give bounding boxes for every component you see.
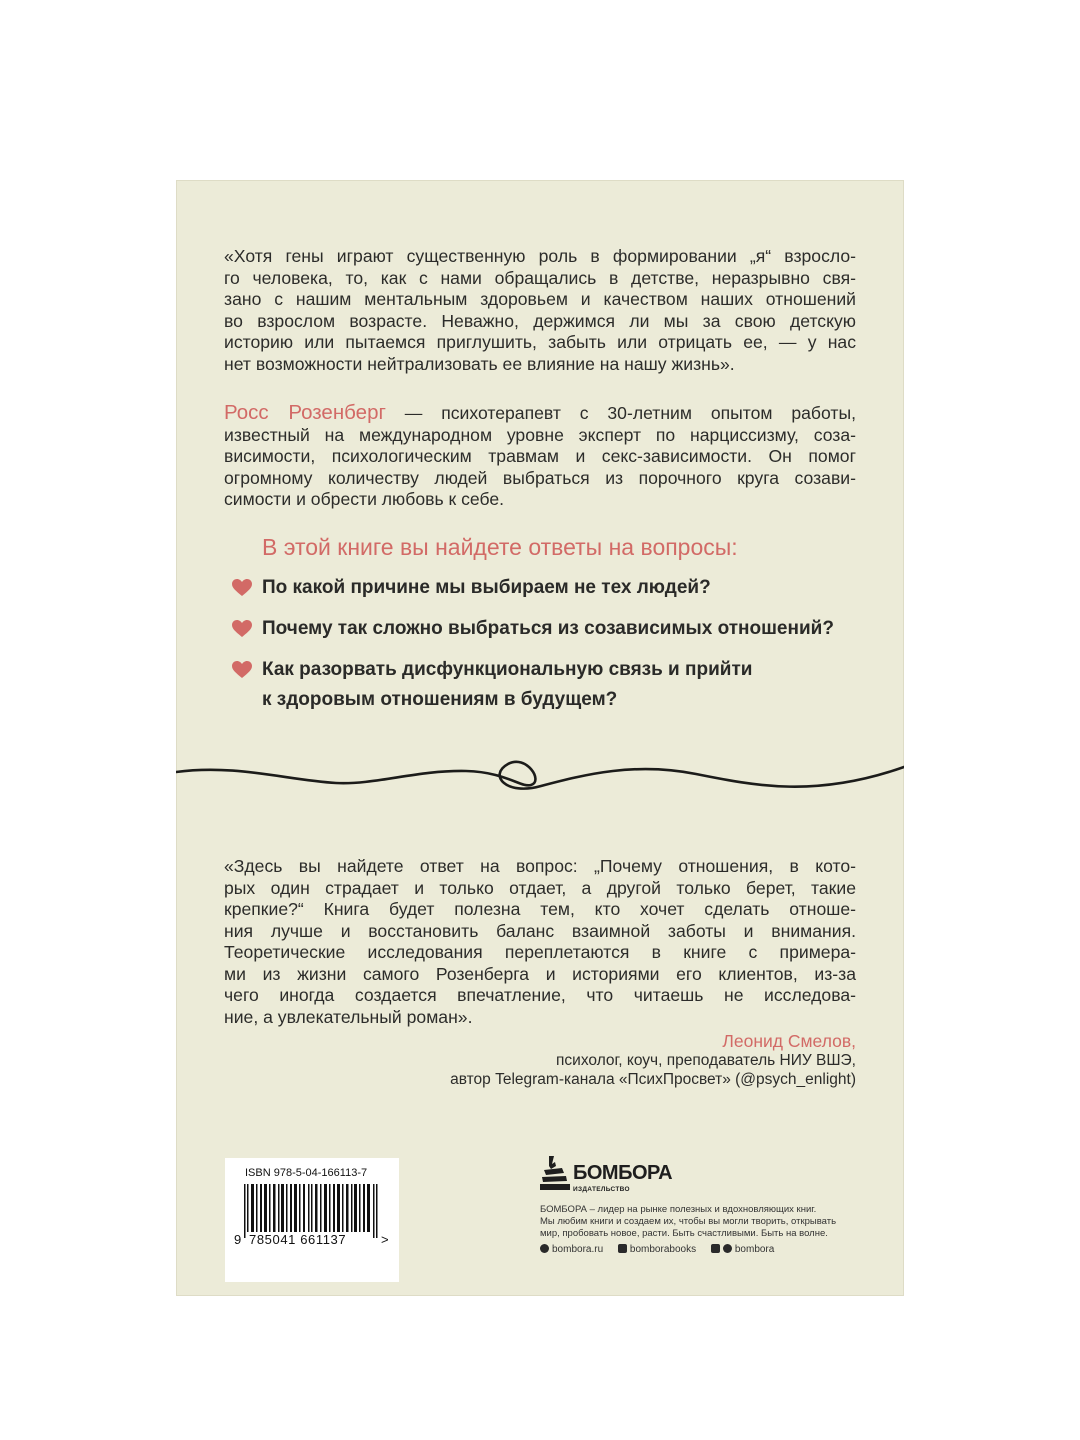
heart-icon — [232, 579, 252, 597]
review-quote-line: рых один страдает и только отдает, а другой только берет, такие — [224, 877, 856, 898]
intro-quote-line: во взрослом возрасте. Неважно, держимся ли мы за свою детскую — [224, 310, 856, 331]
heart-icon — [232, 661, 252, 679]
bombora-logo-icon — [540, 1156, 574, 1194]
wave-divider-icon — [176, 750, 904, 810]
intro-quote — [224, 246, 856, 375]
isbn-arrow: > — [381, 1232, 389, 1247]
review-quote-line: ния лучше и восстановить баланс взаимной заботы и внимания. — [224, 920, 856, 941]
author-bio-line: висимости, психологическим травмам и секс-зависимости. Он помог — [224, 446, 856, 466]
review-quote-line: чего иногда создается впечатление, что читаешь не исследова- — [224, 985, 856, 1005]
vk-icon — [618, 1244, 627, 1253]
intro-quote-line: нет возможности нейтрализовать ее влияние на нашу жизнь». — [224, 353, 735, 374]
intro-quote-line: «Хотя гены играют существенную роль в формировании „я“ взросло- — [224, 246, 856, 266]
question-text: По какой причине мы выбираем не тех людей? — [262, 577, 711, 598]
questions-heading: В этой книге вы найдете ответы на вопросы: — [262, 534, 738, 560]
review-quote-line: крепкие?“ Книга будет полезна тем, кто хочет сделать отноше- — [224, 899, 856, 919]
youtube-icon — [711, 1244, 720, 1253]
telegram-icon — [723, 1244, 732, 1253]
question-text: Почему так сложно выбраться из созависимых отношений? — [262, 618, 834, 639]
instagram-icon — [540, 1244, 549, 1253]
publisher-socials — [540, 1244, 786, 1255]
social-site[interactable]: bombora.ru — [540, 1244, 603, 1255]
review-quote-line: Теоретические исследования переплетаются в книге с примера- — [224, 942, 856, 962]
review-quote-line: ми из жизни самого Розенберга и историями его клиентов, из-за — [224, 963, 856, 984]
reviewer-name: Леонид Смелов, — [722, 1031, 856, 1051]
isbn-first-digit: 9 — [234, 1232, 242, 1247]
question-text: Как разорвать дисфункциональную связь и прийти — [262, 659, 753, 680]
social-vk[interactable]: bomborabooks — [618, 1244, 696, 1255]
intro-quote-line: зано с нашим ментальным здоровьем и качеством наших отношений — [224, 289, 856, 309]
author-bio-line: Росс Розенберг — психотерапевт с 30-летним опытом работы, — [224, 401, 856, 424]
publisher-subtitle: ИЗДАТЕЛЬСТВО — [573, 1186, 630, 1193]
isbn-label: ISBN 978-5-04-166113-7 — [245, 1167, 368, 1179]
review-credit — [450, 1032, 856, 1089]
publisher-description — [540, 1204, 860, 1240]
publisher-description-line: Мы любим книги и создаем их, чтобы вы могли творить, открывать — [540, 1216, 837, 1227]
publisher-description-line: БОМБОРА – лидер на рынке полезных и вдохновляющих книг. — [540, 1204, 817, 1215]
isbn-digits: 785041 661137 — [249, 1232, 347, 1247]
author-name: Росс Розенберг — [224, 401, 386, 424]
author-bio — [224, 402, 856, 511]
author-bio-line: известный на международном уровне эксперт по нарциссизму, соза- — [224, 424, 856, 445]
isbn-barcode-block — [225, 1158, 399, 1282]
book-back-cover — [176, 180, 904, 1296]
publisher-description-line: мир, пробовать новое, расти. Быть счастливыми. Быть на волне. — [540, 1228, 828, 1239]
reviewer-title: психолог, коуч, преподаватель НИУ ВШЭ, — [556, 1052, 856, 1069]
author-bio-line: симости и обрести любовь к себе. — [224, 489, 505, 509]
review-quote-line: «Здесь вы найдете ответ на вопрос: „Почему отношения, в кото- — [224, 856, 856, 876]
barcode-icon — [242, 1184, 382, 1238]
publisher-name: БОМБОРА — [573, 1162, 673, 1184]
question-text: к здоровым отношениям в будущем? — [262, 689, 618, 710]
author-bio-line: огромному количеству людей выбраться из порочного круга созави- — [224, 467, 856, 488]
intro-quote-line: го человека, то, как с нами обращались в детстве, неразрывно свя- — [224, 267, 856, 288]
review-quote-line: ние, а увлекательный роман». — [224, 1006, 473, 1027]
review-quote — [224, 856, 856, 1028]
reviewer-channel: автор Telegram-канала «ПсихПросвет» (@psych_enlight) — [450, 1071, 856, 1088]
social-youtube-telegram[interactable]: bombora — [711, 1244, 774, 1255]
heart-icon — [232, 620, 252, 638]
intro-quote-line: историю или пытаемся приглушить, забыть или отрицать ее, — у нас — [224, 332, 856, 352]
